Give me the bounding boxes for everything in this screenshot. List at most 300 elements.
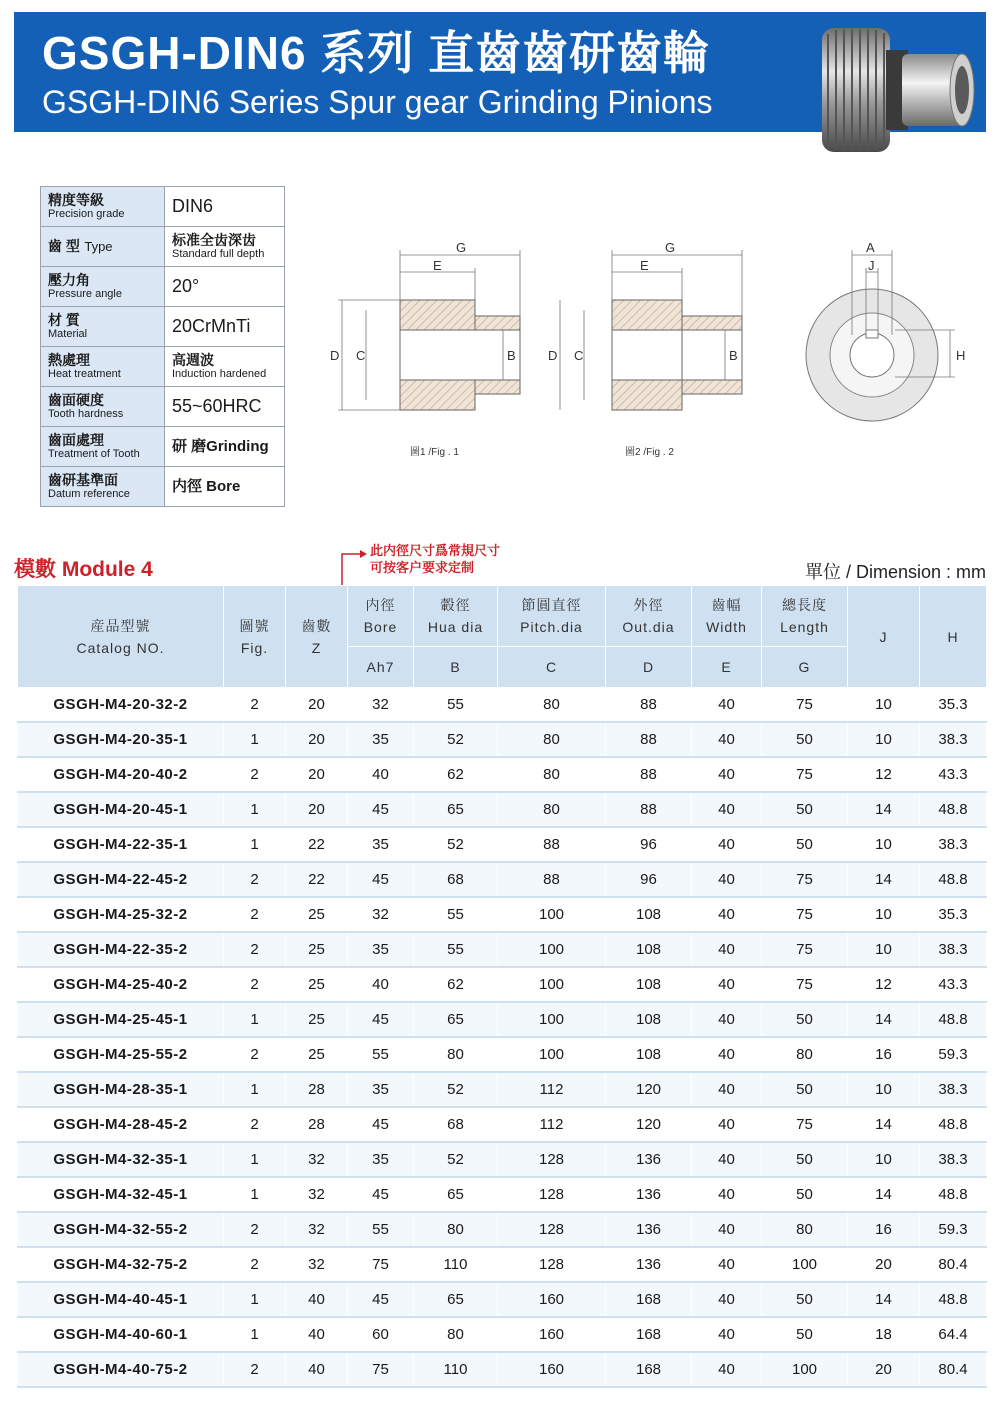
- spec-key: 齒面處理: [48, 431, 104, 448]
- col-header-outer: 外徑 Out.dia: [606, 586, 692, 647]
- table-cell: 2: [224, 1037, 286, 1072]
- figure-2-drawing: [548, 240, 742, 458]
- table-row: [18, 1002, 987, 1037]
- table-cell: 2: [224, 1247, 286, 1282]
- table-cell: 48.8: [920, 1107, 987, 1142]
- spec-value-en: Standard full depth: [172, 247, 265, 260]
- table-cell: 55: [348, 1212, 414, 1247]
- catalog-number-cell: GSGH-M4-28-35-1: [18, 1072, 224, 1107]
- table-row: [18, 897, 987, 932]
- table-cell: 75: [762, 897, 848, 932]
- table-row: [18, 1282, 987, 1317]
- spec-key: 齒 型: [48, 237, 80, 254]
- table-row: [18, 1107, 987, 1142]
- table-cell: 100: [762, 1247, 848, 1282]
- table-cell: 75: [348, 1352, 414, 1387]
- table-cell: 40: [692, 1107, 762, 1142]
- table-cell: 59.3: [920, 1037, 987, 1072]
- spec-value: 55~60HRC: [172, 396, 262, 416]
- table-cell: 40: [348, 757, 414, 792]
- technical-drawings: [320, 230, 990, 470]
- catalog-number-cell: GSGH-M4-20-40-2: [18, 757, 224, 792]
- table-cell: 40: [286, 1317, 348, 1352]
- spec-key-en: Heat treatment: [48, 367, 121, 380]
- table-cell: 136: [606, 1212, 692, 1247]
- spec-row: [41, 347, 285, 387]
- table-cell: 32: [286, 1142, 348, 1177]
- table-cell: 40: [692, 967, 762, 1002]
- spec-key: 壓力角: [48, 271, 90, 288]
- table-cell: 80: [498, 688, 606, 723]
- table-cell: 1: [224, 1282, 286, 1317]
- table-cell: 32: [286, 1212, 348, 1247]
- col-subheader: Ah7: [348, 647, 414, 688]
- spec-table: [40, 186, 285, 507]
- spec-key: 精度等級: [48, 191, 104, 208]
- col-header-h: H: [920, 586, 987, 688]
- table-cell: 128: [498, 1142, 606, 1177]
- table-cell: 40: [692, 1002, 762, 1037]
- table-cell: 22: [286, 862, 348, 897]
- table-cell: 2: [224, 862, 286, 897]
- table-cell: 108: [606, 897, 692, 932]
- table-row: [18, 1177, 987, 1212]
- spec-value: DIN6: [172, 196, 214, 216]
- spec-key-en: Datum reference: [48, 487, 130, 500]
- table-cell: 50: [762, 1177, 848, 1212]
- table-cell: 80: [762, 1037, 848, 1072]
- table-row: [18, 1072, 987, 1107]
- table-cell: 80.4: [920, 1352, 987, 1387]
- spec-key-en: Treatment of Tooth: [48, 447, 140, 460]
- spec-value: 研 磨Grinding: [172, 438, 269, 455]
- spec-row: [41, 187, 285, 227]
- table-cell: 88: [498, 827, 606, 862]
- table-cell: 32: [286, 1177, 348, 1212]
- table-cell: 35: [348, 1072, 414, 1107]
- table-cell: 80: [498, 792, 606, 827]
- catalog-number-cell: GSGH-M4-25-40-2: [18, 967, 224, 1002]
- table-cell: 40: [692, 688, 762, 723]
- unit-label: 單位 / Dimension : mm: [804, 562, 986, 582]
- table-cell: 108: [606, 1037, 692, 1072]
- table-row: [18, 1037, 987, 1072]
- table-cell: 1: [224, 1002, 286, 1037]
- figure-1-caption: 圖1 /Fig . 1: [410, 447, 459, 458]
- spec-value: 20CrMnTi: [172, 316, 251, 336]
- dim-label: C: [356, 348, 366, 363]
- table-cell: 100: [498, 932, 606, 967]
- table-cell: 50: [762, 1282, 848, 1317]
- table-cell: 40: [692, 862, 762, 897]
- gear-photo-image: [812, 20, 980, 160]
- table-cell: 168: [606, 1282, 692, 1317]
- col-header-catalog: 産品型號 Catalog NO.: [18, 586, 224, 688]
- table-cell: 40: [692, 1212, 762, 1247]
- table-cell: 108: [606, 1002, 692, 1037]
- table-cell: 45: [348, 862, 414, 897]
- col-header-teeth: 齒數 Z: [286, 586, 348, 688]
- table-cell: 68: [414, 862, 498, 897]
- table-cell: 48.8: [920, 1002, 987, 1037]
- table-cell: 25: [286, 932, 348, 967]
- catalog-number-cell: GSGH-M4-22-35-1: [18, 827, 224, 862]
- page-subtitle: GSGH-DIN6 Series Spur gear Grinding Pinions: [42, 84, 713, 120]
- table-cell: 2: [224, 757, 286, 792]
- catalog-number-cell: GSGH-M4-25-55-2: [18, 1037, 224, 1072]
- table-cell: 110: [414, 1352, 498, 1387]
- table-cell: 38.3: [920, 827, 987, 862]
- table-cell: 75: [762, 932, 848, 967]
- table-cell: 48.8: [920, 1177, 987, 1212]
- table-cell: 25: [286, 1037, 348, 1072]
- dim-label: J: [868, 258, 875, 273]
- catalog-number-cell: GSGH-M4-40-60-1: [18, 1317, 224, 1352]
- figure-2-caption: 圖2 /Fig . 2: [625, 447, 674, 458]
- col-header-fig: 圖號 Fig.: [224, 586, 286, 688]
- table-cell: 20: [848, 1352, 920, 1387]
- table-cell: 48.8: [920, 1282, 987, 1317]
- spec-value: 20°: [172, 276, 200, 296]
- table-cell: 10: [848, 827, 920, 862]
- table-cell: 136: [606, 1142, 692, 1177]
- table-cell: 168: [606, 1317, 692, 1352]
- figure-1-drawing: [330, 240, 520, 458]
- table-row: [18, 827, 987, 862]
- table-cell: 55: [414, 897, 498, 932]
- table-cell: 50: [762, 1317, 848, 1352]
- note-line: 此内徑尺寸爲常規尺寸: [370, 543, 501, 558]
- table-row: [18, 1142, 987, 1177]
- table-cell: 32: [348, 688, 414, 723]
- col-subheader: C: [498, 647, 606, 688]
- catalog-number-cell: GSGH-M4-20-35-1: [18, 722, 224, 757]
- table-cell: 14: [848, 1002, 920, 1037]
- table-cell: 40: [692, 722, 762, 757]
- table-cell: 45: [348, 1177, 414, 1212]
- table-cell: 108: [606, 932, 692, 967]
- table-cell: 136: [606, 1247, 692, 1282]
- dim-label: H: [956, 348, 966, 363]
- table-cell: 88: [606, 688, 692, 723]
- dim-label: D: [330, 348, 340, 363]
- table-cell: 38.3: [920, 1072, 987, 1107]
- table-cell: 40: [692, 757, 762, 792]
- table-row: [18, 688, 987, 723]
- table-cell: 2: [224, 1212, 286, 1247]
- spec-key: 材 質: [48, 311, 80, 328]
- table-cell: 45: [348, 1107, 414, 1142]
- dim-label: C: [574, 348, 584, 363]
- table-cell: 14: [848, 862, 920, 897]
- table-cell: 12: [848, 967, 920, 1002]
- table-cell: 35: [348, 932, 414, 967]
- dim-label: B: [507, 348, 516, 363]
- table-cell: 55: [348, 1037, 414, 1072]
- spec-row: [41, 227, 285, 267]
- table-row: [18, 1212, 987, 1247]
- table-cell: 2: [224, 1352, 286, 1387]
- table-cell: 1: [224, 792, 286, 827]
- table-cell: 1: [224, 827, 286, 862]
- dimension-table: [17, 585, 987, 1388]
- catalog-number-cell: GSGH-M4-28-45-2: [18, 1107, 224, 1142]
- table-cell: 48.8: [920, 792, 987, 827]
- table-cell: 20: [286, 722, 348, 757]
- table-cell: 1: [224, 1177, 286, 1212]
- table-cell: 64.4: [920, 1317, 987, 1352]
- module-title: 模數 Module 4: [14, 558, 153, 581]
- col-header-width: 齒幅 Width: [692, 586, 762, 647]
- table-cell: 45: [348, 792, 414, 827]
- table-cell: 38.3: [920, 932, 987, 967]
- table-cell: 80: [498, 757, 606, 792]
- dim-label: A: [866, 240, 875, 255]
- table-cell: 14: [848, 1177, 920, 1212]
- table-cell: 60: [348, 1317, 414, 1352]
- table-cell: 10: [848, 932, 920, 967]
- table-cell: 35.3: [920, 897, 987, 932]
- table-cell: 88: [606, 722, 692, 757]
- spec-key: 齒研基準面: [48, 471, 118, 488]
- table-cell: 52: [414, 1142, 498, 1177]
- table-cell: 40: [692, 1037, 762, 1072]
- col-subheader: E: [692, 647, 762, 688]
- table-cell: 40: [692, 1177, 762, 1212]
- catalog-number-cell: GSGH-M4-32-35-1: [18, 1142, 224, 1177]
- table-cell: 28: [286, 1072, 348, 1107]
- table-cell: 160: [498, 1317, 606, 1352]
- spec-row: [41, 427, 285, 467]
- table-cell: 14: [848, 792, 920, 827]
- spec-key: 齒面硬度: [48, 391, 104, 408]
- table-cell: 40: [692, 897, 762, 932]
- table-cell: 68: [414, 1107, 498, 1142]
- table-cell: 16: [848, 1037, 920, 1072]
- table-cell: 88: [606, 792, 692, 827]
- table-cell: 80: [414, 1037, 498, 1072]
- table-cell: 52: [414, 722, 498, 757]
- table-cell: 100: [498, 1037, 606, 1072]
- table-cell: 10: [848, 1142, 920, 1177]
- table-cell: 128: [498, 1247, 606, 1282]
- table-cell: 65: [414, 1177, 498, 1212]
- catalog-number-cell: GSGH-M4-22-45-2: [18, 862, 224, 897]
- catalog-number-cell: GSGH-M4-20-32-2: [18, 688, 224, 723]
- table-cell: 20: [848, 1247, 920, 1282]
- table-cell: 110: [414, 1247, 498, 1282]
- table-cell: 50: [762, 1002, 848, 1037]
- table-cell: 40: [692, 1072, 762, 1107]
- table-cell: 50: [762, 827, 848, 862]
- spec-key-en: Tooth hardness: [48, 407, 124, 420]
- table-cell: 52: [414, 1072, 498, 1107]
- table-cell: 75: [348, 1247, 414, 1282]
- table-cell: 50: [762, 722, 848, 757]
- table-cell: 16: [848, 1212, 920, 1247]
- table-cell: 59.3: [920, 1212, 987, 1247]
- table-cell: 112: [498, 1107, 606, 1142]
- table-cell: 40: [692, 1352, 762, 1387]
- table-cell: 55: [414, 932, 498, 967]
- table-cell: 136: [606, 1177, 692, 1212]
- table-cell: 100: [498, 897, 606, 932]
- table-cell: 120: [606, 1072, 692, 1107]
- dim-label: G: [665, 240, 676, 255]
- table-cell: 1: [224, 1317, 286, 1352]
- table-cell: 22: [286, 827, 348, 862]
- table-cell: 25: [286, 1002, 348, 1037]
- table-cell: 112: [498, 1072, 606, 1107]
- col-subheader: G: [762, 647, 848, 688]
- spec-key: 熱處理: [48, 351, 90, 368]
- table-cell: 45: [348, 1282, 414, 1317]
- col-header-length: 總長度 Length: [762, 586, 848, 647]
- table-cell: 88: [606, 757, 692, 792]
- table-row: [18, 862, 987, 897]
- table-cell: 160: [498, 1352, 606, 1387]
- table-cell: 2: [224, 688, 286, 723]
- col-header-j: J: [848, 586, 920, 688]
- col-header-bore: 内徑 Bore: [348, 586, 414, 647]
- dim-label: G: [456, 240, 467, 255]
- table-cell: 25: [286, 967, 348, 1002]
- table-cell: 128: [498, 1212, 606, 1247]
- catalog-number-cell: GSGH-M4-25-32-2: [18, 897, 224, 932]
- table-cell: 38.3: [920, 1142, 987, 1177]
- spec-row: [41, 267, 285, 307]
- table-cell: 65: [414, 792, 498, 827]
- spec-key-en: Precision grade: [48, 207, 125, 220]
- spec-value: 高週波: [172, 351, 214, 368]
- spec-row: [41, 307, 285, 347]
- catalog-number-cell: GSGH-M4-40-45-1: [18, 1282, 224, 1317]
- table-cell: 40: [692, 792, 762, 827]
- table-cell: 32: [286, 1247, 348, 1282]
- table-cell: 10: [848, 897, 920, 932]
- col-subheader: B: [414, 647, 498, 688]
- table-cell: 40: [692, 1317, 762, 1352]
- table-cell: 1: [224, 722, 286, 757]
- spec-key-en: Material: [48, 327, 88, 340]
- table-cell: 40: [692, 1282, 762, 1317]
- dim-label: E: [433, 258, 442, 273]
- table-cell: 65: [414, 1282, 498, 1317]
- table-cell: 32: [348, 897, 414, 932]
- catalog-number-cell: GSGH-M4-20-45-1: [18, 792, 224, 827]
- dim-label: E: [640, 258, 649, 273]
- table-cell: 40: [692, 827, 762, 862]
- table-cell: 62: [414, 757, 498, 792]
- catalog-number-cell: GSGH-M4-40-75-2: [18, 1352, 224, 1387]
- table-cell: 2: [224, 967, 286, 1002]
- table-cell: 10: [848, 722, 920, 757]
- table-row: [18, 757, 987, 792]
- table-cell: 14: [848, 1282, 920, 1317]
- table-cell: 1: [224, 1072, 286, 1107]
- table-cell: 108: [606, 967, 692, 1002]
- table-cell: 160: [498, 1282, 606, 1317]
- table-cell: 2: [224, 897, 286, 932]
- dim-label: D: [548, 348, 558, 363]
- table-cell: 40: [692, 1247, 762, 1282]
- figure-3-end-view: [806, 240, 965, 421]
- spec-row: [41, 467, 285, 507]
- table-cell: 40: [692, 1142, 762, 1177]
- table-cell: 120: [606, 1107, 692, 1142]
- table-cell: 96: [606, 862, 692, 897]
- table-cell: 2: [224, 1107, 286, 1142]
- table-cell: 80: [762, 1212, 848, 1247]
- dim-label: B: [729, 348, 738, 363]
- table-row: [18, 1247, 987, 1282]
- table-cell: 88: [498, 862, 606, 897]
- table-row: [18, 1317, 987, 1352]
- table-row: [18, 932, 987, 967]
- table-cell: 75: [762, 688, 848, 723]
- table-cell: 52: [414, 827, 498, 862]
- table-cell: 35: [348, 1142, 414, 1177]
- page-title: GSGH-DIN6 系列 直齒齒研齒輪: [42, 27, 711, 79]
- table-cell: 35.3: [920, 688, 987, 723]
- table-row: [18, 722, 987, 757]
- table-cell: 2: [224, 932, 286, 967]
- table-cell: 12: [848, 757, 920, 792]
- note-line: 可按客户要求定制: [370, 560, 475, 575]
- spec-row: [41, 387, 285, 427]
- table-cell: 80.4: [920, 1247, 987, 1282]
- table-cell: 65: [414, 1002, 498, 1037]
- table-row: [18, 1352, 987, 1387]
- table-cell: 40: [692, 932, 762, 967]
- table-row: [18, 792, 987, 827]
- col-header-hub: 轂徑 Hua dia: [414, 586, 498, 647]
- table-cell: 10: [848, 688, 920, 723]
- table-cell: 100: [498, 967, 606, 1002]
- catalog-number-cell: GSGH-M4-32-45-1: [18, 1177, 224, 1212]
- col-header-pitch: 節圓直徑 Pitch.dia: [498, 586, 606, 647]
- table-cell: 75: [762, 967, 848, 1002]
- table-cell: 168: [606, 1352, 692, 1387]
- spec-value: 内徑 Bore: [172, 478, 241, 495]
- table-cell: 35: [348, 722, 414, 757]
- table-cell: 100: [498, 1002, 606, 1037]
- table-cell: 45: [348, 1002, 414, 1037]
- note-arrow-icon: [338, 548, 368, 588]
- table-cell: 80: [498, 722, 606, 757]
- spec-key-en: Type: [84, 238, 113, 254]
- catalog-number-cell: GSGH-M4-32-55-2: [18, 1212, 224, 1247]
- table-cell: 62: [414, 967, 498, 1002]
- table-cell: 25: [286, 897, 348, 932]
- table-cell: 43.3: [920, 967, 987, 1002]
- table-cell: 50: [762, 1142, 848, 1177]
- table-cell: 20: [286, 688, 348, 723]
- table-cell: 10: [848, 1072, 920, 1107]
- table-cell: 20: [286, 792, 348, 827]
- table-cell: 50: [762, 1072, 848, 1107]
- table-cell: 40: [286, 1282, 348, 1317]
- table-cell: 96: [606, 827, 692, 862]
- catalog-number-cell: GSGH-M4-32-75-2: [18, 1247, 224, 1282]
- table-cell: 48.8: [920, 862, 987, 897]
- table-cell: 35: [348, 827, 414, 862]
- table-cell: 50: [762, 792, 848, 827]
- table-cell: 55: [414, 688, 498, 723]
- table-cell: 75: [762, 1107, 848, 1142]
- col-subheader: D: [606, 647, 692, 688]
- table-cell: 1: [224, 1142, 286, 1177]
